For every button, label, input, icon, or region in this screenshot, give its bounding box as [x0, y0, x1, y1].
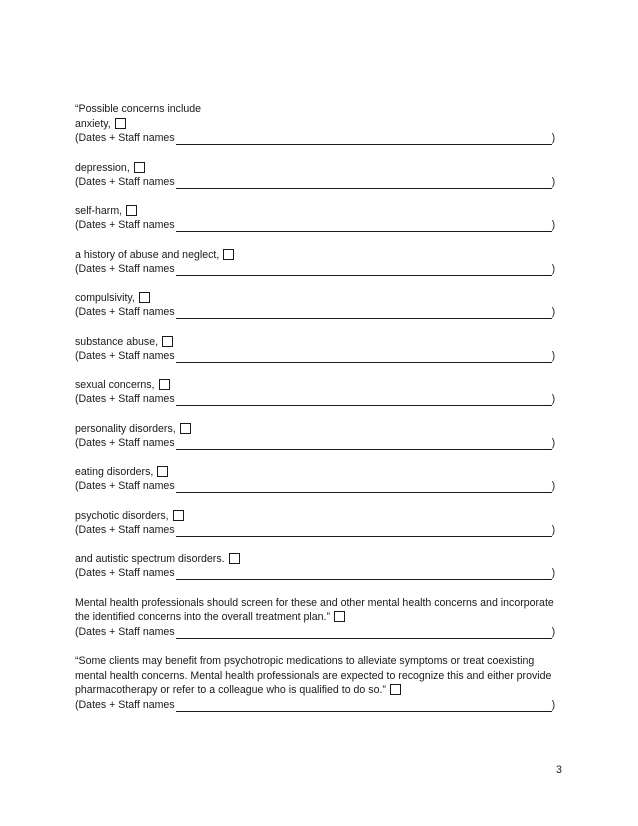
dates-staff-label: (Dates + Staff names: [75, 175, 175, 188]
concern-label: sexual concerns,: [75, 379, 155, 391]
concern-item-eating-disorders: [75, 465, 565, 493]
dates-staff-label: (Dates + Staff names: [75, 436, 175, 449]
dates-staff-blank[interactable]: [176, 133, 552, 145]
concern-checkbox[interactable]: [173, 510, 184, 521]
concern-label: personality disorders,: [75, 422, 176, 435]
dates-staff-blank[interactable]: [176, 481, 552, 493]
concern-item-autistic-spectrum: [75, 552, 565, 580]
concern-label: anxiety,: [75, 118, 111, 130]
dates-staff-label: (Dates + Staff names: [75, 523, 175, 536]
concern-checkbox[interactable]: [180, 423, 191, 434]
concern-item-self-harm: [75, 204, 565, 232]
dates-staff-field[interactable]: (Dates + Staff names ): [75, 132, 556, 144]
concern-item-abuse-neglect: [75, 248, 565, 276]
dates-staff-blank[interactable]: [176, 568, 552, 580]
concern-label: compulsivity,: [75, 292, 135, 304]
concern-checkbox[interactable]: [159, 379, 170, 390]
dates-staff-label: (Dates + Staff names: [75, 567, 175, 579]
dates-staff-label: (Dates + Staff names: [75, 480, 175, 492]
dates-staff-field[interactable]: (Dates + Staff names ): [75, 175, 556, 188]
dates-staff-blank[interactable]: [176, 700, 552, 712]
dates-staff-field[interactable]: (Dates + Staff names ): [75, 625, 556, 638]
dates-staff-field[interactable]: (Dates + Staff names ): [75, 436, 556, 449]
screening-paragraph: Mental health professionals should screen for these and other mental health concerns and incorporate the identified concerns into the overall treatment plan.” (Dates + Staff names ): [75, 596, 565, 639]
concern-item-depression: [75, 161, 565, 189]
dates-staff-label: (Dates + Staff names: [75, 393, 175, 405]
dates-staff-blank[interactable]: [176, 307, 552, 319]
dates-staff-blank[interactable]: [176, 177, 552, 189]
medication-checkbox[interactable]: [390, 684, 401, 695]
concern-checkbox[interactable]: [157, 466, 168, 477]
page-number: 3: [556, 764, 562, 776]
concern-checkbox[interactable]: [134, 162, 145, 173]
concern-label: a history of abuse and neglect,: [75, 248, 220, 261]
dates-staff-blank[interactable]: [176, 438, 552, 450]
dates-staff-blank[interactable]: [176, 394, 552, 406]
dates-staff-blank[interactable]: [176, 264, 552, 276]
dates-staff-label: (Dates + Staff names: [75, 349, 175, 362]
dates-staff-label: (Dates + Staff names: [75, 132, 175, 144]
dates-staff-field[interactable]: (Dates + Staff names ): [75, 523, 556, 536]
concern-checkbox[interactable]: [223, 249, 234, 260]
concern-label: psychotic disorders,: [75, 509, 169, 522]
dates-staff-label: (Dates + Staff names: [75, 698, 175, 711]
concern-label: eating disorders,: [75, 466, 154, 478]
dates-staff-label: (Dates + Staff names: [75, 219, 175, 231]
concern-item-anxiety: [75, 117, 565, 145]
concern-item-personality-disorders: [75, 422, 565, 450]
intro-text: “Possible concerns include: [75, 103, 202, 115]
dates-staff-blank[interactable]: [176, 351, 552, 363]
checklist-content: [75, 103, 565, 727]
concern-checkbox[interactable]: [126, 205, 137, 216]
dates-staff-field[interactable]: (Dates + Staff names ): [75, 306, 556, 318]
concern-checkbox[interactable]: [139, 292, 150, 303]
dates-staff-blank[interactable]: [176, 525, 552, 537]
concern-label: self-harm,: [75, 205, 123, 217]
dates-staff-label: (Dates + Staff names: [75, 262, 175, 275]
concern-item-sexual-concerns: [75, 378, 565, 406]
dates-staff-field[interactable]: (Dates + Staff names ): [75, 349, 556, 362]
dates-staff-field[interactable]: (Dates + Staff names ): [75, 262, 556, 275]
concern-label: depression,: [75, 161, 130, 174]
dates-staff-field[interactable]: (Dates + Staff names ): [75, 219, 556, 231]
dates-staff-field[interactable]: (Dates + Staff names ): [75, 567, 556, 579]
screening-checkbox[interactable]: [334, 611, 345, 622]
medication-paragraph: “Some clients may benefit from psychotropic medications to alleviate symptoms or treat coexisting mental health concerns. Mental health professionals are expected to recognize this and either provide pharmacotherapy or refer to a colleague who is qualified to do so.” (Dates + Staff names ): [75, 654, 565, 712]
concern-item-psychotic-disorders: [75, 509, 565, 537]
concern-item-substance-abuse: [75, 335, 565, 363]
dates-staff-field[interactable]: (Dates + Staff names ): [75, 698, 556, 711]
concern-item-compulsivity: [75, 291, 565, 319]
concern-label: substance abuse,: [75, 335, 159, 348]
dates-staff-field[interactable]: (Dates + Staff names ): [75, 480, 556, 492]
concern-checkbox[interactable]: [115, 118, 126, 129]
dates-staff-blank[interactable]: [176, 627, 552, 639]
concern-checkbox[interactable]: [229, 553, 240, 564]
dates-staff-label: (Dates + Staff names: [75, 306, 175, 318]
concern-checkbox[interactable]: [162, 336, 173, 347]
dates-staff-blank[interactable]: [176, 220, 552, 232]
dates-staff-field[interactable]: (Dates + Staff names ): [75, 393, 556, 405]
concern-label: and autistic spectrum disorders.: [75, 553, 225, 565]
dates-staff-label: (Dates + Staff names: [75, 625, 175, 638]
